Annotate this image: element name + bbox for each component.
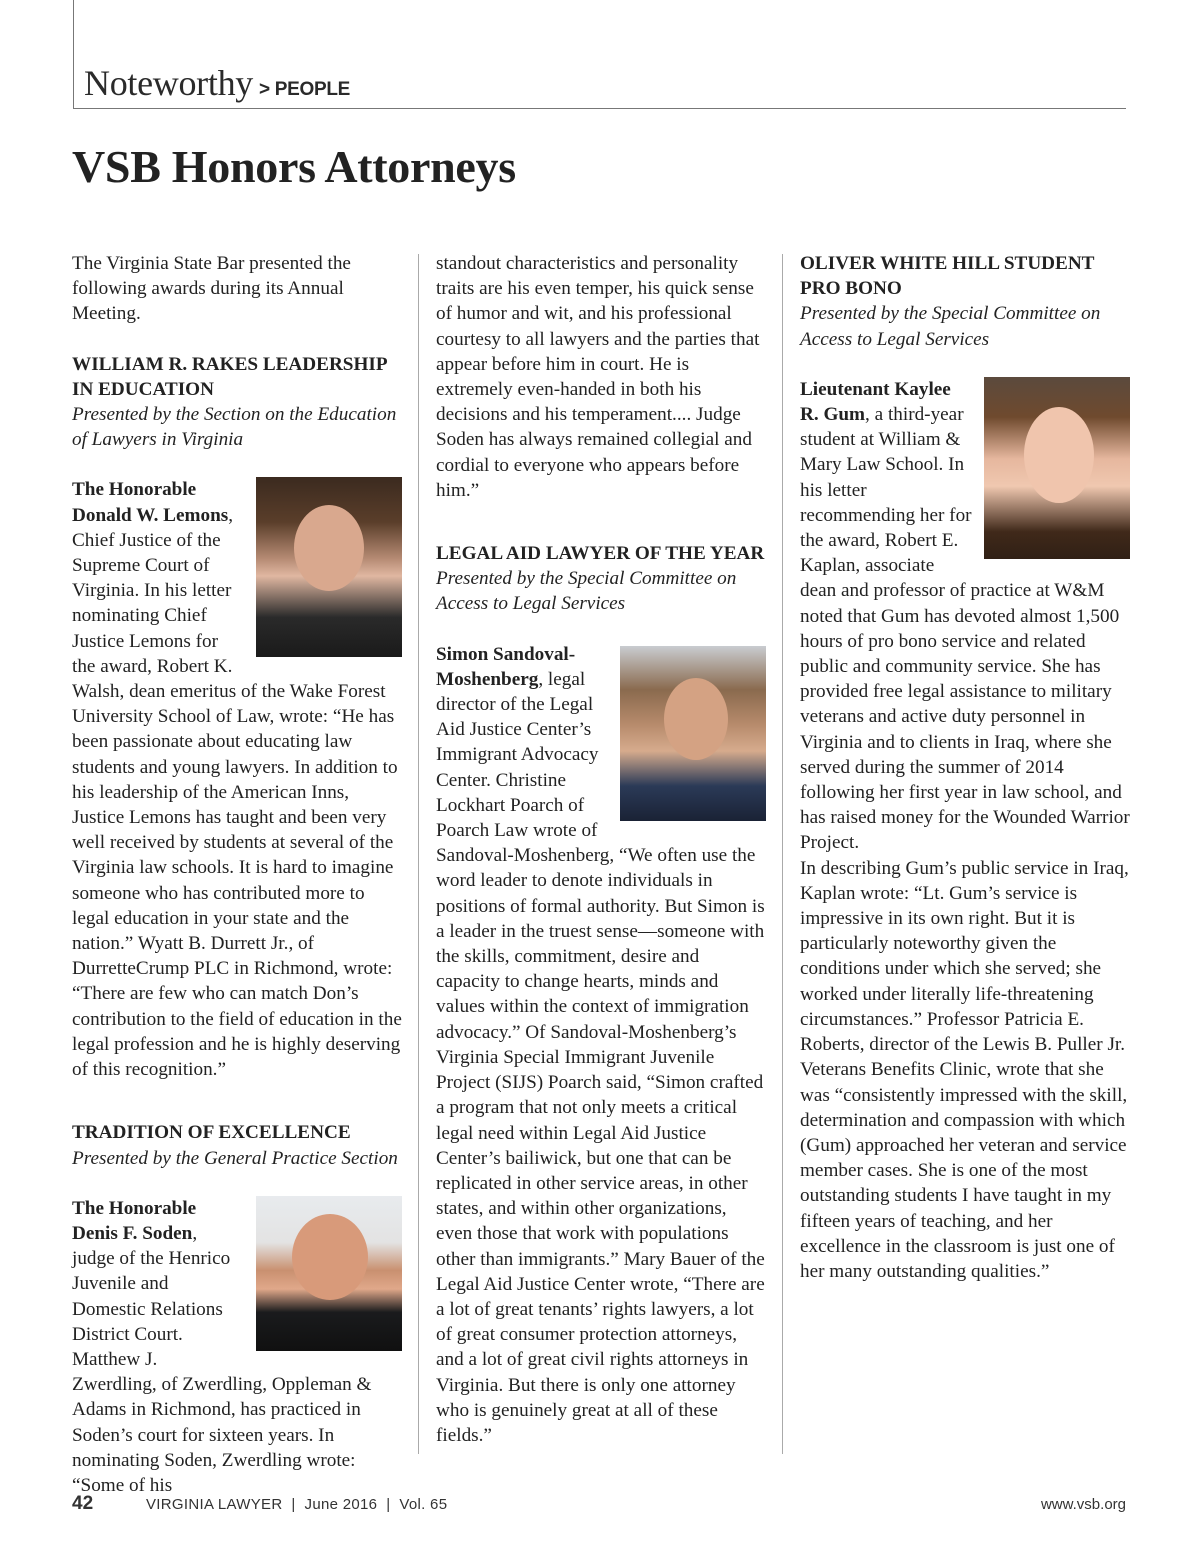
column-1 bbox=[72, 251, 402, 1498]
award-presenter: Presented by the Special Committee on Access to Legal Services bbox=[436, 568, 737, 615]
column-divider-1 bbox=[418, 254, 419, 1454]
continued-paragraph: standout characteristics and personality traits are his even temper, his quick sense of humor and wit, and his professional courtesy to all lawyers and the parties that appear before him in court. He is extremely even-handed in both his decisions and his temperament.... Judge Soden has always remained collegial and cordial to everyone who appears before him.” bbox=[436, 253, 760, 501]
honoree-name: Lieutenant Kaylee R. Gum bbox=[800, 378, 951, 426]
section-crumb: > PEOPLE bbox=[258, 79, 351, 100]
award-presenter: Presented by the Special Committee on Access to Legal Services bbox=[800, 303, 1101, 350]
soden-photo bbox=[256, 1196, 402, 1351]
photo-face bbox=[664, 678, 728, 760]
award-heading: OLIVER WHITE HILL STUDENT PRO BONO bbox=[800, 253, 1095, 300]
header-vertical-rule bbox=[73, 0, 74, 108]
award-text: , a third-year student at William & Mary Law School. In his letter recommending her for the award, Robert E. Kaplan, associate dean and professor of practice at W&M noted that Gum has devoted almost 1,500 hours of pro bono service and related public and community service. She has provided free legal assistance to military veterans and active duty personnel in Virginia and to clients in Iraq, where she served during the summer of 2014 following her first year in law school, and has raised money for the Wounded Warrior Project. bbox=[800, 404, 1130, 854]
award-presenter: Presented by the General Practice Section bbox=[72, 1147, 398, 1169]
award-heading: TRADITION OF EXCELLENCE bbox=[72, 1122, 351, 1144]
award-text: , legal director of the Legal Aid Justice Center’s Immigrant Advocacy Center. Christine Lockhart Poarch of Poarch Law wrote of Sandoval-Moshenberg, “We often use the word leader to denote individuals in positions of formal authority. But Simon is a leader in the truest sense—someone with the skills, commitment, desire and capacity to change hearts, minds and values within the context of immigration advocacy.” Of Sandoval-Moshenberg’s Virginia Special Immigrant Juvenile Project (SIJS) Poarch said, “Simon crafted a program that not only meets a critical legal need within Legal Aid Justice Center’s bailiwick, but one that can be replicated in other service areas, in other states, and within other organizations, even those that work with populations other than immigrants.” Mary Bauer of the Legal Aid Justice Center wrote, “There are a lot of great tenants’ rights lawyers, a lot of great consumer protection attorneys, and a lot of great civil rights attorneys in Virginia. But there is only one attorney who is genuinely great at all of these fields.” bbox=[436, 668, 765, 1446]
section-name: Noteworthy bbox=[84, 63, 253, 103]
photo-face bbox=[292, 1214, 368, 1300]
intro-paragraph: The Virginia State Bar presented the following awards during its Annual Meeting. bbox=[72, 253, 351, 325]
website-link[interactable]: www.vsb.org bbox=[1040, 1496, 1126, 1513]
header-horizontal-rule bbox=[73, 108, 1126, 109]
award-presenter: Presented by the Section on the Education of Lawyers in Virginia bbox=[72, 404, 397, 451]
award-text: , Chief Justice of the Supreme Court of Virginia. In his letter nominating Chief Justice Lemons for the award, Robert K. Walsh, dean emeritus of the Wake Forest University School of Law, wrote: “He has been passionate about educating law students and young lawyers. In addition to his leadership of the American Inns, Justice Lemons has taught and been very well received by students at several of the Virginia law schools. It is hard to imagine someone who has contributed more to legal education in your state and the nation.” Wyatt B. Durrett Jr., of DurretteCrump PLC in Richmond, wrote: “There are few who can match Don’s contribution to the field of education in the legal profession and he is highly deserving of this recognition.” bbox=[72, 504, 402, 1081]
column-divider-2 bbox=[782, 254, 783, 1454]
sandoval-moshenberg-photo bbox=[620, 646, 766, 821]
gum-photo bbox=[984, 377, 1130, 559]
page-number: 42 bbox=[72, 1493, 94, 1514]
award-body-continued: In describing Gum’s public service in Iraq, Kaplan wrote: “Lt. Gum’s service is impressive in its own right. But it is particularly noteworthy given the conditions under which she served; she worked under literally life-threatening circumstances.” Professor Patricia E. Roberts, director of the Lewis B. Puller Jr. Veterans Benefits Clinic, wrote that she was “consistently impressed with the skill, determination and compassion with which (Gum) approached her veteran and service member cases. She is one of the most outstanding students I have taught in my fifteen years of teaching, and her excellence in the classroom is just one of her many outstanding qualities.” bbox=[800, 857, 1129, 1282]
article-title: VSB Honors Attorneys bbox=[72, 141, 516, 192]
honoree-name: Simon Sandoval-Moshenberg bbox=[436, 643, 576, 690]
award-heading: WILLIAM R. RAKES LEADERSHIP IN EDUCATION bbox=[72, 353, 387, 400]
lemons-photo bbox=[256, 477, 402, 657]
award-heading: LEGAL AID LAWYER OF THE YEAR bbox=[436, 543, 765, 565]
photo-face bbox=[1024, 407, 1094, 503]
award-text: , judge of the Henrico Juvenile and Domestic Relations District Court. Matthew J. Zwerdling, of Zwerdling, Oppleman & Adams in Richmond, has practiced in Soden’s court for sixteen years. In nominating Soden, Zwerdling wrote: “Some of his bbox=[72, 1222, 372, 1496]
section-header bbox=[84, 62, 350, 104]
honoree-name: The Honorable Donald W. Lemons bbox=[72, 479, 229, 526]
photo-face bbox=[294, 505, 364, 591]
column-2 bbox=[436, 251, 766, 1448]
column-3 bbox=[800, 251, 1130, 1284]
publication-info: VIRGINIA LAWYER | June 2016 | Vol. 65 bbox=[146, 1496, 448, 1513]
honoree-name: The Honorable Denis F. Soden bbox=[72, 1197, 197, 1244]
